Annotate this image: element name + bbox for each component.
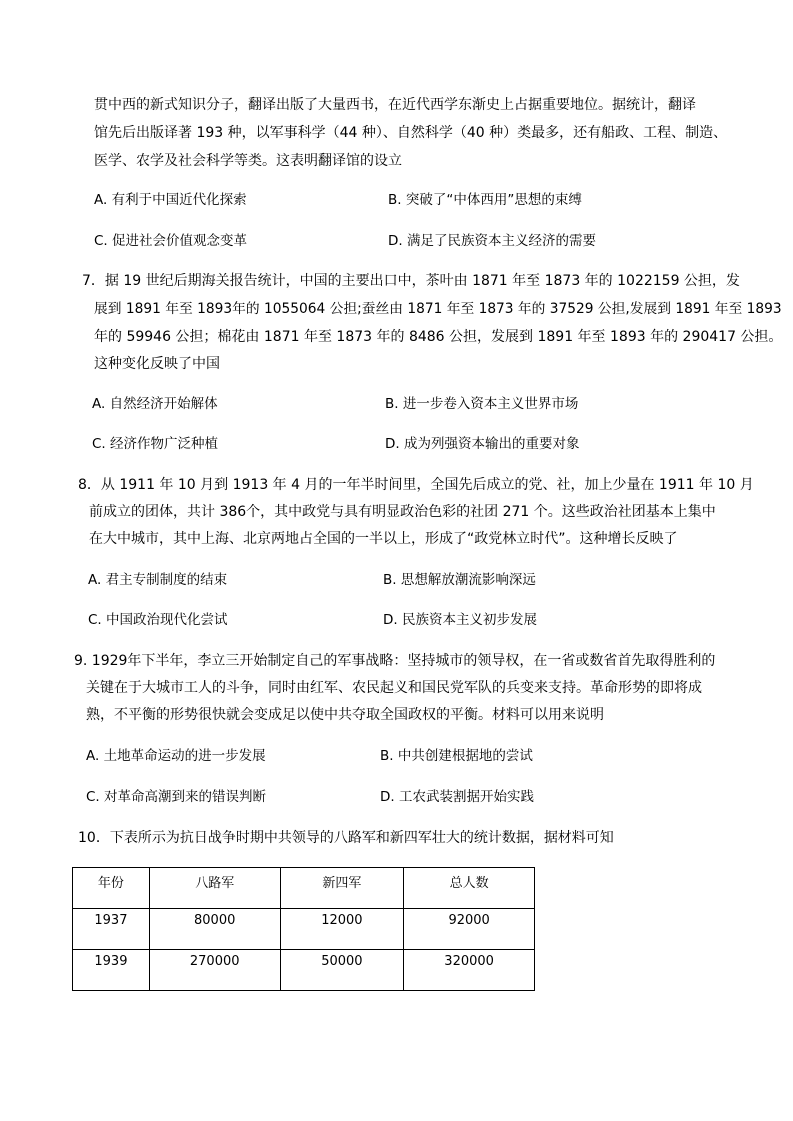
q7-line-2: 展到 1891 年至 1893年的 1055064 公担;蚕丝由 1871 年至 1873 年的 37529 公担,发展到 1891 年至 1893 — [94, 301, 782, 317]
table-row — [73, 950, 535, 991]
q6-option-b: B. 突破了“中体西用”思想的束缚 — [388, 192, 582, 208]
q6-line-2: 馆先后出版译著 193 种，以军事科学（44 种）、自然科学（40 种）类最多，还有船政、工程、制造、 — [94, 125, 728, 141]
q7-line-3: 年的 59946 公担；棉花由 1871 年至 1873 年的 8486 公担，发展到 1891 年至 1893 年的 290417 公担。 — [94, 329, 783, 345]
q8-line-2: 前成立的团体，共计 386个，其中政党与具有明显政治色彩的社团 271 个。这些政治社团基本上集中 — [89, 504, 716, 520]
q6-option-a: A. 有利于中国近代化探索 — [94, 192, 247, 208]
q6-line-1: 贯中西的新式知识分子，翻译出版了大量西书，在近代西学东渐史上占据重要地位。据统计，翻译 — [94, 97, 696, 113]
q7-option-c: C. 经济作物广泛种植 — [92, 436, 219, 452]
table-cell: 270000 — [149, 950, 280, 991]
q6-option-c: C. 促进社会价值观念变革 — [94, 233, 248, 249]
q6-line-3: 医学、农学及社会科学等类。这表明翻译馆的设立 — [94, 153, 402, 169]
table-header-cell: 总人数 — [404, 868, 535, 909]
table-cell: 80000 — [149, 909, 280, 950]
q8-option-a: A. 君主专制制度的结束 — [88, 572, 228, 588]
q8-line-1: 8．从 1911 年 10 月到 1913 年 4 月的一年半时间里，全国先后成立的党、社，加上少量在 1911 年 10 月 — [78, 477, 754, 493]
table-cell: 92000 — [404, 909, 535, 950]
table-header-cell: 八路军 — [149, 868, 280, 909]
table-header-cell: 年份 — [73, 868, 150, 909]
q9-option-a: A. 土地革命运动的进一步发展 — [86, 748, 266, 764]
q8-option-d: D. 民族资本主义初步发展 — [383, 612, 537, 628]
table-row — [73, 909, 535, 950]
q7-option-b: B. 进一步卷入资本主义世界市场 — [385, 396, 579, 412]
q9-option-b: B. 中共创建根据地的尝试 — [380, 748, 533, 764]
q8-option-c: C. 中国政治现代化尝试 — [88, 612, 228, 628]
q8-option-b: B. 思想解放潮流影响深远 — [383, 572, 536, 588]
q9-line-3: 熟，不平衡的形势很快就会变成足以使中共夺取全国政权的平衡。材料可以用来说明 — [86, 707, 604, 723]
q6-option-d: D. 满足了民族资本主义经济的需要 — [388, 233, 596, 249]
table-cell: 50000 — [280, 950, 404, 991]
q7-option-a: A. 自然经济开始解体 — [92, 396, 218, 412]
q7-option-d: D. 成为列强资本输出的重要对象 — [385, 436, 580, 452]
q8-line-3: 在大中城市，其中上海、北京两地占全国的一半以上，形成了“政党林立时代”。这种增长反映了 — [89, 531, 678, 547]
table-header-row — [73, 868, 535, 909]
q7-line-4: 这种变化反映了中国 — [94, 356, 220, 372]
table-cell: 1939 — [73, 950, 150, 991]
q9-option-d: D. 工农武装割据开始实践 — [380, 789, 534, 805]
q9-line-1: 9. 1929年下半年，李立三开始制定自己的军事战略：坚持城市的领导权，在一省或数省首先取得胜利的 — [74, 653, 716, 669]
table-cell: 12000 — [280, 909, 404, 950]
army-stats-table — [72, 867, 535, 991]
table-cell: 320000 — [404, 950, 535, 991]
table-header-cell: 新四军 — [280, 868, 404, 909]
table-cell: 1937 — [73, 909, 150, 950]
q7-line-1: 7．据 19 世纪后期海关报告统计，中国的主要出口中，茶叶由 1871 年至 1873 年的 1022159 公担，发 — [82, 273, 740, 289]
q9-line-2: 关键在于大城市工人的斗争，同时由红军、农民起义和国民党军队的兵变来支持。革命形势的即将成 — [86, 680, 702, 696]
q10-stem: 10．下表所示为抗日战争时期中共领导的八路军和新四军壮大的统计数据，据材料可知 — [78, 830, 614, 846]
q9-option-c: C. 对革命高潮到来的错误判断 — [86, 789, 267, 805]
